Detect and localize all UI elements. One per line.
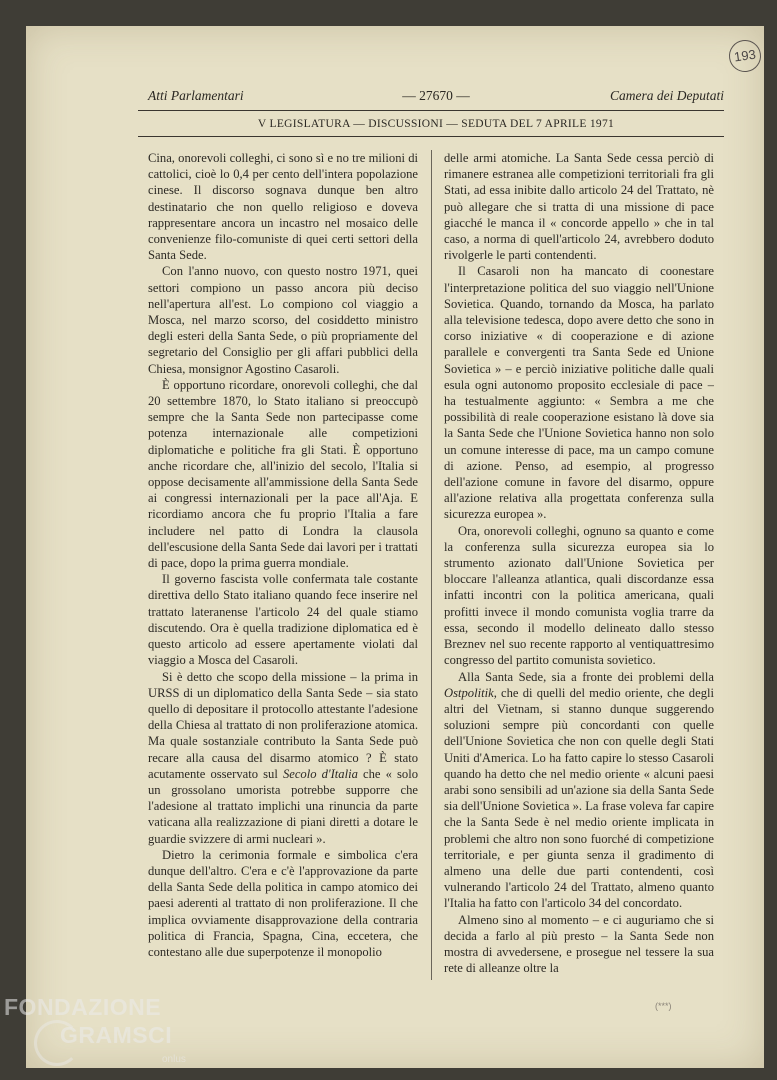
watermark bbox=[4, 994, 194, 1074]
text-run: Alla Santa Sede, sia a fronte dei problemi della bbox=[458, 669, 714, 684]
text-run: Si è detto che scopo della missione – la prima in URSS di un diplomatico della Santa Sede – sia stato quello di depositare il protocollo attestante l'adesione della Chiesa al trattato di non proliferazione atomica. Ma quale sostanziale contributo la Santa Sede può recare alla causa del disarmo atomico ? È stato acutamente osservato sul bbox=[148, 669, 418, 781]
footer-mark: (***) bbox=[655, 1001, 672, 1011]
paragraph: Cina, onorevoli colleghi, ci sono sì e no tre milioni di cattolici, cioè lo 0,4 per cento dell'intera popolazione cinese. Il discorso sognava dunque ben altro destinatario che non quello religioso e doveva rappresentare ancora un incastro nel mosaico delle convenienze filo-comuniste di quei certi settori della Santa Sede. bbox=[148, 151, 418, 263]
newspaper-title: Secolo d'Italia bbox=[282, 766, 358, 781]
paragraph: Il Casaroli non ha mancato di coonestare l'interpretazione politica del suo viaggio nell'Unione Sovietica. Quando, tornando da Mosca, ha parlato alla televisione tedesca, dopo avere detto che sono in corso iniziative « di cooperazione e di azione parallele e convergenti tra Santa Sede ed Unione Sovietica » – e perciò iniziative politiche dalle quali esula ogni autonomo proposito ecclesiale di pace – ha testualmente aggiunto: « Sembra a me che possibilità di reale cooperazione esistano là dove sia la Santa Sede che l'Unione Sovietica hanno non solo un comune interesse di pace, ma un campo comune di azione. Penso, ad esempio, al progresso dell'azione comune in favore del disarmo, oppure all'azione relativa alla progettata conferenza sulla sicurezza europea ». bbox=[444, 264, 714, 522]
paragraph: delle armi atomiche. La Santa Sede cessa perciò di rimanere estranea alle competizioni territoriali fra gli Stati, ad essa inibite dallo articolo 24 del Trattato, nè può allegare che si tratta di una missione di pace giacché le manca il « concorde appello » che in tal caso, a norma di quell'articolo 24, avrebbero doduto rivolgerle le parti contendenti. bbox=[444, 151, 714, 263]
left-column bbox=[148, 150, 418, 980]
text-run: che « solo un grossolano umorista potrebbe supporre che l'adesione al trattato implichi una rinuncia da parte vaticana alla realizzazione di piani diretti a dotare le guardie svizzere di armi nucleari ». bbox=[148, 766, 418, 846]
running-head-right: Camera dei Deputati bbox=[610, 88, 724, 103]
text-run: , che di quelli del medio oriente, che degli altri del Vietnam, si stanno dunque suggerendo soluzioni sempre più concordanti con quelle dell'Unione Sovietica che non con quelle degli Stati Uniti d'America. Lo ha fatto capire lo stesso Casaroli quando ha detto che nel medio oriente « alcuni paesi arabi sono sensibili ad un'azione sia della Santa Sede sia dell'Unione Sovietica ». La frase voleva far capire che la Santa Sede è nel medio oriente implicata in problemi che altro non sono fuorché di competizione territoriale, e per giunta senza il gradimento di almeno una delle due parti contendenti, così vulnerando l'articolo 24 del Trattato, almeno quanto l'Italia ha fatto con l'articolo 34 del concordato. bbox=[444, 685, 714, 911]
running-head-page-number: — 27670 — bbox=[402, 88, 470, 103]
watermark-line1: FONDAZIONE bbox=[4, 994, 162, 1020]
paragraph bbox=[444, 669, 714, 912]
paragraph: È opportuno ricordare, onorevoli colleghi, che dal 20 settembre 1870, lo Stato italiano si preoccupò sempre che la Santa Sede non partecipasse come potenza internazionale alle competizioni diplomatiche e politiche fra gli Stati. È opportuno anche ricordare che, all'inizio del secolo, l'Italia si oppose decisamente all'ammissione della Santa Sede ai congressi internazionali per la pace all'Aja. E ricordiamo ancora che fu proprio l'Italia a fare includere nel patto di Londra la clausola dell'escusione della Santa Sede dai lavori per i trattati di pace, dopo la prima guerra mondiale. bbox=[148, 377, 418, 571]
running-head-left: Atti Parlamentari bbox=[148, 88, 244, 103]
watermark-small: onlus bbox=[162, 1054, 186, 1065]
header-rule-top bbox=[138, 110, 724, 111]
column-divider bbox=[431, 150, 432, 980]
paragraph: Con l'anno nuovo, con questo nostro 1971, quei settori compiono un passo ancora più deciso nell'apertura all'est. Lo compiono col viaggio a Mosca, nel marzo scorso, del cosiddetto ministro degli esteri della Santa Sede, o più propriamente del segretario del Consiglio per gli affari pubblici della Chiesa, monsignor Agostino Casaroli. bbox=[148, 264, 418, 376]
paragraph: Ora, onorevoli colleghi, ognuno sa quanto e come la conferenza sulla sicurezza europea sia lo strumento azionato dall'Unione Sovietica per bloccare l'alleanza atlantica, quali discordanze essa infatti incontri con la politica americana, quali profitti invece il mondo comunista voglia trarre da essa, secondo il modello delineato dallo stesso Breznev nel suo recente rapporto al ventiquattresimo congresso del partito comunista sovietico. bbox=[444, 523, 714, 668]
italic-term: Ostpolitik bbox=[444, 685, 494, 700]
header-rule-bottom bbox=[138, 136, 724, 137]
watermark-line2: GRAMSCI bbox=[60, 1022, 173, 1048]
paragraph: Almeno sino al momento – e ci auguriamo che si decida a farlo al più presto – la Santa Sede non mostra di avvedersene, e prosegue nel tessere la sua rete di alleanze oltre la bbox=[444, 912, 714, 976]
running-head bbox=[148, 88, 724, 108]
paragraph: Dietro la cerimonia formale e simbolica c'era dunque dell'altro. C'era e c'è l'approvazione da parte della Santa Sede della politica in campo atomico dei paesi aderenti al trattato di non proliferazione. Il che implica ovviamente disapprovazione della contraria politica di Francia, Spagna, Cina, eccetera, che contestano alle due superpotenze il monopolio bbox=[148, 847, 418, 959]
page-number-stamp: 193 bbox=[727, 38, 763, 74]
paragraph bbox=[148, 669, 418, 847]
session-subheading: V LEGISLATURA — DISCUSSIONI — SEDUTA DEL 7 APRILE 1971 bbox=[257, 118, 615, 130]
paragraph: Il governo fascista volle confermata tale costante direttiva dello Stato italiano quando fece inserire nel trattato lateranense l'articolo 24 del quale stiamo discutendo. Ora è quella tradizione diplomatica ed è questo articolo ad essere apertamente violati dal viaggio a Mosca del Casaroli. bbox=[148, 572, 418, 668]
right-column bbox=[444, 150, 714, 980]
